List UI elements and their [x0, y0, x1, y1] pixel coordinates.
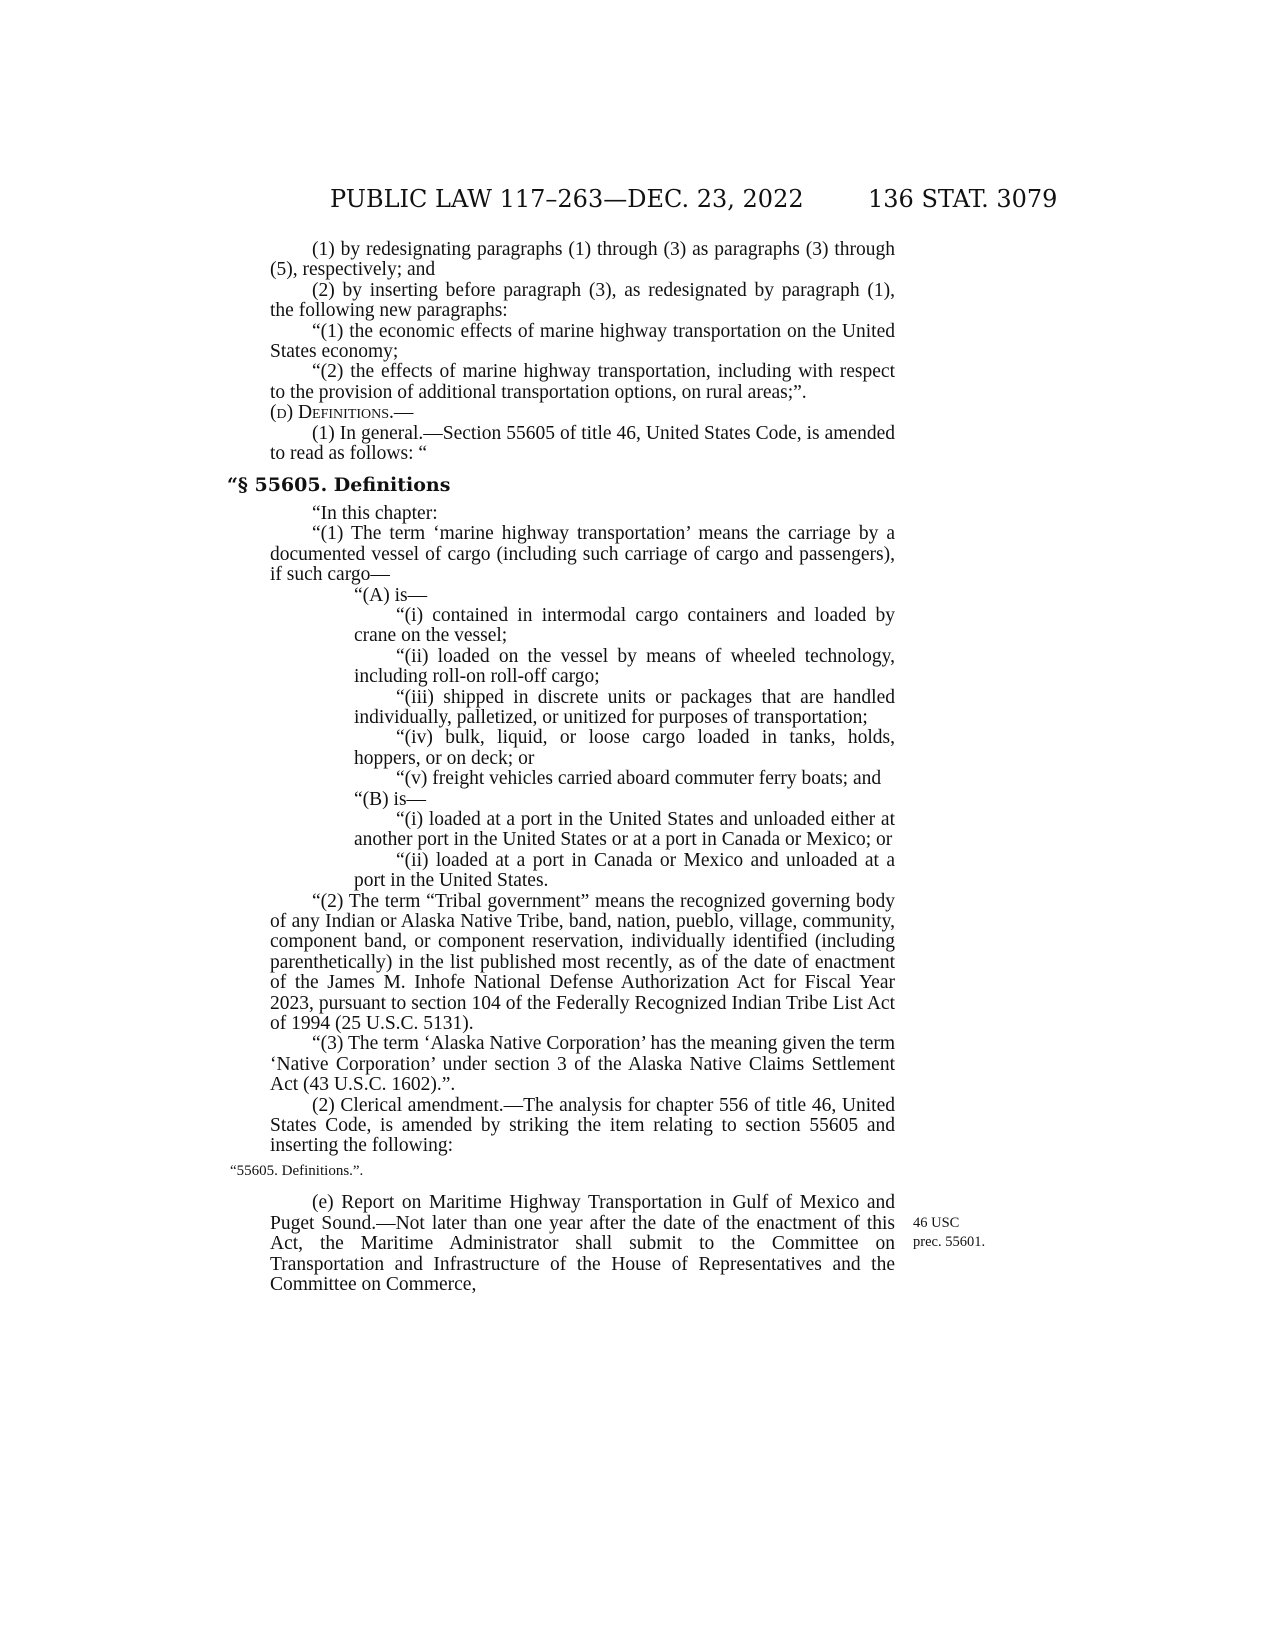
clause: “(v) freight vehicles carried aboard commuter ferry boats; and: [396, 768, 882, 790]
clause: “(ii) loaded on the vessel by means of wheeled technology, including roll-on roll-off cargo;: [354, 645, 895, 688]
margin-citation-line: prec. 55601.: [913, 1234, 986, 1250]
paragraph: “In this chapter:: [312, 502, 438, 524]
section-d-heading: (d) Definitions.—: [270, 402, 414, 424]
inserted-item: “55605. Definitions.”.: [230, 1162, 364, 1179]
subparagraph-b: “(B) is—: [354, 788, 427, 810]
running-head-title: PUBLIC LAW 117–263—DEC. 23, 2022: [330, 185, 804, 213]
paragraph: “(2) the effects of marine highway transportation, including with respect to the provision of additional transportation options, on rural areas;”.: [270, 361, 895, 403]
statute-page-number: 136 STAT. 3079: [868, 185, 1058, 213]
definition-1: “(1) The term ‘marine highway transportation’ means the carriage by a documented vessel of cargo (including such carriage of cargo and passengers), if such cargo—: [270, 523, 895, 586]
definition-3: “(3) The term ‘Alaska Native Corporation’ has the meaning given the term ‘Native Corporation’ under section 3 of the Alaska Native Claims Settlement Act (43 U.S.C. 1602).”.: [270, 1033, 895, 1096]
margin-citation: [913, 1214, 985, 1252]
definition-2: “(2) The term “Tribal government” means the recognized governing body of any Indian or Alaska Native Tribe, band, nation, pueblo, village, community, component band, or component reservation, individually identified (including parenthetically) in the list published most recently, as of the date of enactment of the James M. Inhofe National Defense Authorization Act for Fiscal Year 2023, pursuant to section 104 of the Federally Recognized Indian Tribe List Act of 1994 (25 U.S.C. 5131).: [270, 890, 895, 1035]
subparagraph-a: “(A) is—: [354, 584, 428, 606]
clause: “(i) loaded at a port in the United States and unloaded either at another port in the United States or at a port in Canada or Mexico; or: [354, 808, 895, 851]
paragraph: “(1) the economic effects of marine highway transportation on the United States economy;: [270, 320, 895, 363]
section-e: (e) Report on Maritime Highway Transportation in Gulf of Mexico and Puget Sound.—Not later than one year after the date of the enactment of this Act, the Maritime Administrator shall submit to the Committee on Transportation and Infrastructure of the House of Representatives and the Committee on Commerce,: [270, 1192, 895, 1295]
page-header: [0, 185, 1275, 225]
clause: “(ii) loaded at a port in Canada or Mexico and unloaded at a port in the United States.: [354, 849, 895, 892]
clause: “(iii) shipped in discrete units or packages that are handled individually, palletized, or unitized for purposes of transportation;: [354, 686, 895, 728]
paragraph: (1) by redesignating paragraphs (1) through (3) as paragraphs (3) through (5), respectively; and: [270, 239, 895, 281]
paragraph: (1) In general.—Section 55605 of title 46, United States Code, is amended to read as follows: “: [270, 422, 895, 465]
margin-citation-line: 46 USC: [913, 1215, 960, 1231]
section-heading: “§ 55605. Definitions: [227, 474, 451, 497]
clause: “(i) contained in intermodal cargo containers and loaded by crane on the vessel;: [354, 604, 895, 647]
clause: “(iv) bulk, liquid, or loose cargo loaded in tanks, holds, hoppers, or on deck; or: [354, 727, 895, 769]
clerical-amendment: (2) Clerical amendment.—The analysis for chapter 556 of title 46, United States Code, is amended by striking the item relating to section 55605 and inserting the following:: [270, 1094, 895, 1157]
paragraph: (2) by inserting before paragraph (3), as redesignated by paragraph (1), the following new paragraphs:: [270, 279, 895, 322]
body-text: [227, 239, 895, 1295]
